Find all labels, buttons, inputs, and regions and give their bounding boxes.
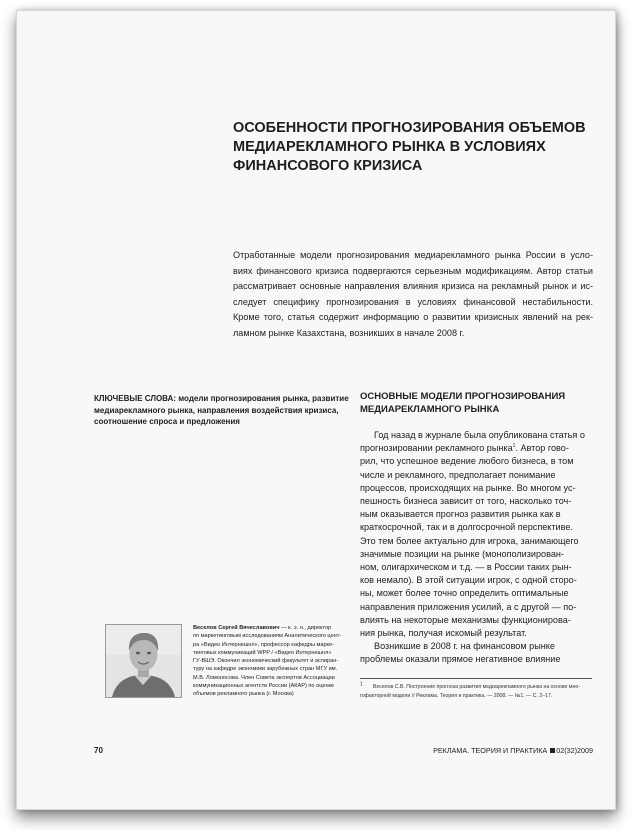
section-heading-line: ОСНОВНЫЕ МОДЕЛИ ПРОГНОЗИРОВАНИЯ (360, 391, 566, 402)
author-bio-line: объемов рекламного рынка (г. Москва) (193, 691, 294, 698)
author-bio-line: М.В. Ломоносова. Член Совета экспертов Ассоциации (193, 674, 335, 681)
body-line: ков немало). В этой ситуации игрок, с одной сторо- (360, 575, 577, 586)
author-bio-line (193, 624, 348, 632)
body-line: проблемы оказали прямое негативное влияние (360, 654, 561, 665)
body-line-text: прогнозировании рекламного рынка (360, 443, 513, 454)
body-line (360, 442, 590, 455)
keywords-line: КЛЮЧЕВЫЕ СЛОВА: модели прогнозирования рынка, развитие (94, 394, 349, 403)
body-line: рил, что успешное ведение любого бизнеса, в том (360, 456, 574, 467)
abstract-line: следует специфику прогнозирования в условиях финансовой нестабильности. (233, 296, 593, 307)
body-line: ным оказывается прогноз развития рынка как в (360, 509, 561, 520)
author-bio-first: — к. э. н., директор (279, 625, 332, 631)
issue-number: 02(32)2009 (556, 746, 593, 755)
footnote-divider (360, 678, 592, 679)
body-line: направления приложения усилий, а с другой — по- (360, 601, 577, 612)
body-line: Это тем более актуально для игрока, занимающего (360, 535, 579, 546)
author-bio (193, 624, 348, 699)
author-bio-line: туру на кафедре экономики зарубежных стран МГУ им. (193, 666, 338, 673)
keywords-block (94, 393, 349, 428)
body-line: пешность бизнеса зависит от того, насколько точ- (360, 496, 572, 507)
section-heading-line: МЕДИАРЕКЛАМНОГО РЫНКА (360, 403, 500, 415)
body-line: ны, может более точно определить оптимальные (360, 588, 569, 599)
body-line: ния рынка, получая искомый результат. (360, 628, 527, 639)
footnote-line (360, 683, 600, 692)
footnote-ref[interactable]: 1 (512, 443, 516, 450)
journal-page (16, 10, 616, 810)
section-heading (360, 391, 600, 416)
author-bio-line: по маркетинговым исследованиям Аналитического цент- (193, 633, 342, 640)
title-line: ФИНАНСОВОГО КРИЗИСА (233, 158, 423, 174)
page-number: 70 (94, 746, 103, 755)
abstract-line: виях финансового кризиса подвергаются серьезным модификациям. Автор статьи (233, 265, 593, 276)
abstract-line: рассматривает основные направления влияния кризиса на рекламный рынок и ис- (233, 281, 593, 292)
square-bullet-icon (550, 748, 555, 753)
author-bio-line: тинговых коммуникаций WPP / «Видео Интернешнл» (193, 649, 332, 656)
author-name: Веселов Сергей Вячеславович (193, 625, 280, 631)
abstract-line: Отработанные модели прогнозирования медиарекламного рынка России в усло- (233, 250, 593, 260)
body-line: значимые позиции на рынке (монополизирован- (360, 548, 564, 559)
author-portrait-image (106, 625, 181, 697)
body-line: ном, олигархическом и т.д. — в России таких рын- (360, 562, 572, 573)
author-bio-line: коммуникационных агентств России (АКАР) по оценке (193, 683, 335, 690)
keywords-line: медиарекламного рынка, направления воздействия кризиса, (94, 405, 339, 415)
body-line: влиять на некоторые механизмы функционирова- (360, 614, 571, 625)
body-line: Год назад в журнале была опубликована статья о (374, 430, 585, 440)
body-line: Возникшие в 2008 г. на финансовом рынке (374, 641, 555, 652)
footnote-line: гофакторной модели // Реклама. Теория и практика. — 2008. — №1. — С. 2–17. (360, 693, 553, 699)
body-line: краткосрочной, так и в долгосрочной перспективе. (360, 522, 573, 533)
section-body (360, 429, 590, 667)
article-abstract (233, 248, 593, 342)
body-line-tail: . Автор гово- (515, 443, 569, 454)
body-line: числе и рекламного, предполагает понимание (360, 469, 556, 480)
title-line: МЕДИАРЕКЛАМНОГО РЫНКА В УСЛОВИЯХ (233, 139, 546, 155)
author-photo (105, 624, 182, 698)
journal-name: РЕКЛАМА. ТЕОРИЯ И ПРАКТИКА (433, 746, 548, 755)
abstract-line: ламном рынке Казахстана, возникших в начале 2008 г. (233, 327, 465, 338)
abstract-line: Кроме того, статья содержит информацию о развитии кризисных явлений на рек- (233, 312, 593, 323)
footnote-text: Веселов С.В. Построение прогноза развития медиарекламного рынка на основе мно- (372, 684, 580, 690)
footnote (360, 683, 600, 701)
footnote-marker: 1 (360, 681, 363, 688)
body-line: процессов, происходящих на рынке. Во многом ус- (360, 482, 576, 493)
running-footer (415, 746, 593, 755)
author-bio-line: ГУ-ВШЭ. Окончил экономический факультет и аспиран- (193, 658, 339, 665)
keywords-line: соотношение спроса и предложения (94, 417, 240, 426)
article-title (233, 119, 593, 176)
author-bio-line: ра «Видео Интернешнл», профессор кафедры марке- (193, 641, 335, 648)
title-line: ОСОБЕННОСТИ ПРОГНОЗИРОВАНИЯ ОБЪЕМОВ (233, 120, 586, 136)
